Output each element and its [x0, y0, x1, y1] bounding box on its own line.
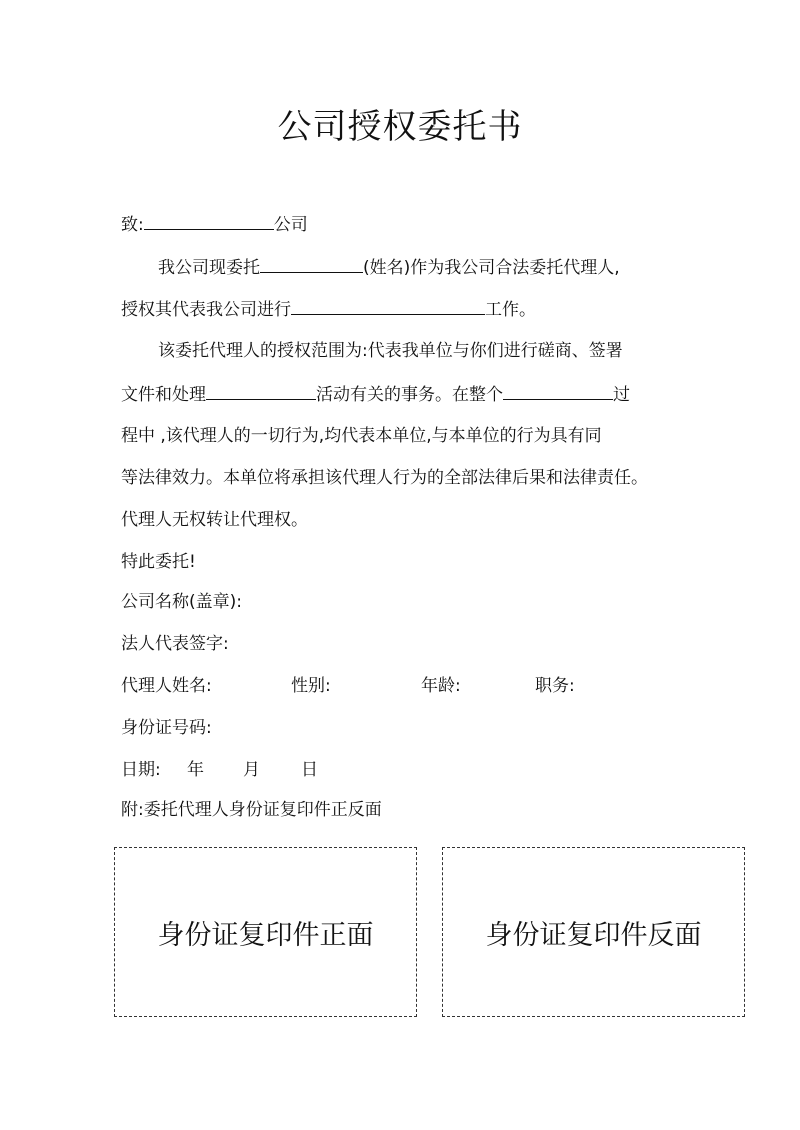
gender-label: 性别: — [291, 676, 331, 696]
scope-line-2 — [121, 381, 630, 407]
id-front-box[interactable] — [114, 847, 417, 1017]
id-front-label: 身份证复印件正面 — [157, 919, 374, 951]
delegation-prefix: 我公司现委托 — [158, 258, 260, 278]
scope-line-2-middle: 活动有关的事务。在整个 — [316, 385, 503, 405]
delegation-line-1 — [158, 254, 620, 280]
attachment-note: 附:委托代理人身份证复印件正反面 — [121, 800, 382, 820]
scope-line-1: 该委托代理人的授权范围为:代表我单位与你们进行磋商、签署 — [158, 341, 623, 361]
position-label: 职务: — [535, 676, 575, 696]
recipient-line — [121, 211, 308, 237]
age-label: 年龄: — [421, 676, 461, 696]
scope-line-5: 代理人无权转让代理权。 — [121, 510, 308, 530]
process-blank[interactable] — [503, 381, 613, 400]
scope-line-2-prefix: 文件和处理 — [121, 385, 206, 405]
recipient-suffix: 公司 — [273, 215, 308, 235]
agent-name-label: 代理人姓名: — [121, 676, 212, 696]
recipient-prefix: 致: — [121, 215, 144, 235]
delegation-line-2 — [121, 296, 536, 322]
company-name-label: 公司名称(盖章): — [121, 592, 242, 612]
recipient-blank[interactable] — [144, 211, 274, 230]
work-scope-blank[interactable] — [291, 296, 485, 315]
agent-name-blank[interactable] — [260, 254, 363, 273]
scope-line-2-suffix: 过 — [613, 385, 630, 405]
month-label: 月 — [243, 760, 260, 780]
day-label: 日 — [301, 760, 318, 780]
year-label: 年 — [187, 760, 204, 780]
id-number-label: 身份证号码: — [121, 718, 212, 738]
scope-line-3: 程中 ,该代理人的一切行为,均代表本单位,与本单位的行为具有同 — [121, 426, 602, 446]
legal-rep-signature-label: 法人代表签字: — [121, 634, 229, 654]
delegation-suffix: (姓名)作为我公司合法委托代理人, — [363, 258, 620, 278]
scope-line-4: 等法律效力。本单位将承担该代理人行为的全部法律后果和法律责任。 — [121, 468, 648, 488]
id-back-box[interactable] — [442, 847, 745, 1017]
date-label: 日期: — [121, 760, 161, 780]
closing-text: 特此委托! — [121, 552, 196, 572]
document-title: 公司授权委托书 — [277, 107, 523, 147]
id-back-label: 身份证复印件反面 — [485, 919, 702, 951]
authorization-suffix: 工作。 — [485, 300, 536, 320]
activity-blank[interactable] — [206, 381, 316, 400]
authorization-prefix: 授权其代表我公司进行 — [121, 300, 291, 320]
